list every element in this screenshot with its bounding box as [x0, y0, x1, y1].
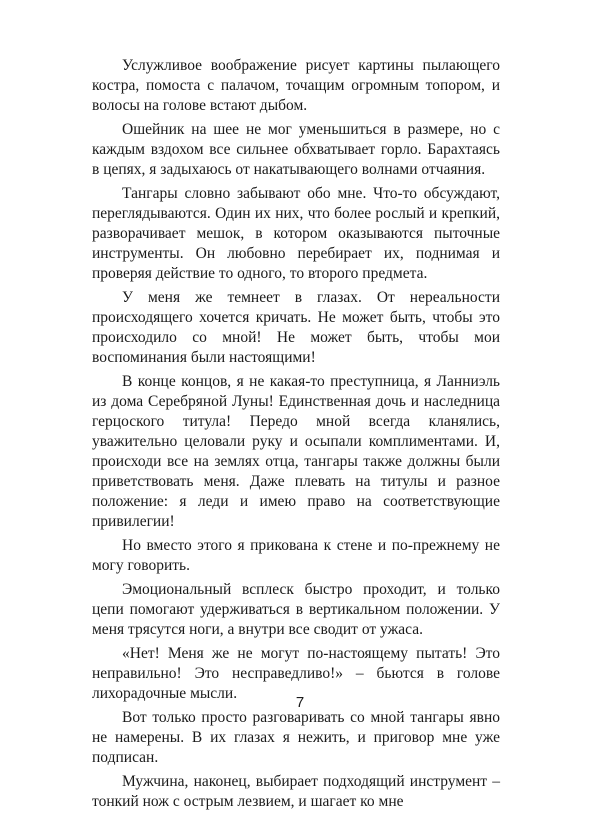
- paragraph: Мужчина, наконец, выбирает подходящий инструмент – тонкий нож с острым лезвием, и шагает ко мне: [92, 773, 500, 810]
- paragraph: Ошейник на шее не мог уменьшиться в размере, но с каждым вздохом все сильнее обхватывает горло. Барахтаясь в цепях, я задыхаюсь от накатывающего волнами отчаяния.: [92, 121, 500, 178]
- paragraph: Но вместо этого я прикована к стене и по-прежнему не могу говорить.: [92, 537, 500, 574]
- paragraph: Вот только просто разговаривать со мной тангары явно не намерены. В их глазах я нежить, и приговор мне уже подписан.: [92, 709, 500, 766]
- paragraph: Тангары словно забывают обо мне. Что-то обсуждают, переглядываются. Один их них, что более рослый и крепкий, разворачивает мешок, в котором оказываются пыточные инструменты. Он любовно перебирает их, поднимая и проверяя действие то одного, то второго предмета.: [92, 185, 500, 282]
- paragraph: У меня же темнеет в глазах. От нереальности происходящего хочется кричать. Не может быть, чтобы это происходило со мной! Не может быть, чтобы мои воспоминания были настоящими!: [92, 289, 500, 366]
- paragraph: В конце концов, я не какая-то преступница, я Ланниэль из дома Серебряной Луны! Единственная дочь и наследница герцоского титула! Передо мной всегда кланялись, уважительно целовали руку и осыпали комплиментами. И, происходи все на землях отца, тангары также должны были приветствовать меня. Даже плевать на титулы и разное положение: я леди и имею право на соответствующие привилегии!: [92, 373, 500, 530]
- paragraph: Услужливое воображение рисует картины пылающего костра, помоста с палачом, точащим огромным топором, и волосы на голове встают дыбом.: [92, 57, 500, 114]
- paragraph: «Нет! Меня же не могут по-настоящему пытать! Это неправильно! Это несправедливо!» – бьются в голове лихорадочные мысли.: [92, 645, 500, 702]
- paragraph: Эмоциональный всплеск быстро проходит, и только цепи помогают удерживаться в вертикальном положении. У меня трясутся ноги, а внутри все сводит от ужаса.: [92, 581, 500, 638]
- page-number: 7: [295, 694, 305, 711]
